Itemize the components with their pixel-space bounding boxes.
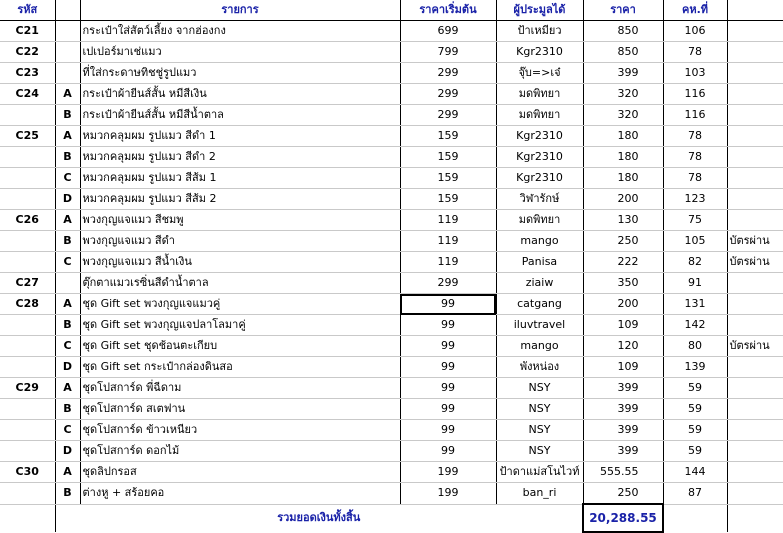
cell-item[interactable]: ชุด Gift set พวงกุญแจแมวคู่ [80,294,400,315]
cell-winner[interactable]: ban_ri [496,483,583,505]
cell-note[interactable] [727,147,783,168]
cell-seq[interactable]: 123 [663,189,727,210]
cell-sub[interactable] [55,21,80,42]
cell-seq[interactable]: 131 [663,294,727,315]
cell-code[interactable] [0,231,55,252]
cell-note[interactable] [727,42,783,63]
cell-item[interactable]: พวงกุญแจแมว สีน้ำเงิน [80,252,400,273]
cell-code[interactable]: C23 [0,63,55,84]
cell-note[interactable] [727,441,783,462]
cell-winner[interactable]: mango [496,231,583,252]
cell-start-price[interactable]: 99 [400,357,496,378]
cell-note[interactable] [727,462,783,483]
cell-code[interactable]: C25 [0,126,55,147]
cell-note[interactable] [727,63,783,84]
cell-price[interactable]: 320 [583,84,663,105]
cell-sub[interactable]: D [55,189,80,210]
cell-note[interactable] [727,294,783,315]
cell-price[interactable]: 200 [583,294,663,315]
cell-price[interactable]: 399 [583,399,663,420]
cell-item[interactable]: ที่ใส่กระดาษทิชชู่รูปแมว [80,63,400,84]
cell-note[interactable]: บัตรผ่าน [727,336,783,357]
table-row [0,105,783,126]
table-row [0,294,783,315]
cell-seq[interactable]: 78 [663,126,727,147]
cell-sub[interactable]: D [55,441,80,462]
table-row [0,273,783,294]
cell-winner[interactable]: ziaiw [496,273,583,294]
cell-seq[interactable]: 105 [663,231,727,252]
cell-start-price[interactable]: 159 [400,126,496,147]
cell-sub[interactable] [55,273,80,294]
cell-code[interactable] [0,441,55,462]
cell-code[interactable] [0,483,55,505]
cell-sub[interactable]: B [55,399,80,420]
table-row [0,336,783,357]
cell-start-price[interactable]: 299 [400,273,496,294]
cell-code[interactable] [0,189,55,210]
cell-sub[interactable]: B [55,231,80,252]
cell-price[interactable]: 222 [583,252,663,273]
cell-seq[interactable]: 59 [663,399,727,420]
cell-price[interactable]: 399 [583,441,663,462]
cell-sub[interactable]: C [55,336,80,357]
cell-item[interactable]: เปเปอร์มาเช่แมว [80,42,400,63]
cell-item[interactable]: กระเป๋าใส่สัตว์เลี้ยง จากฮ่องกง [80,21,400,42]
cell-sub[interactable]: A [55,84,80,105]
table-row [0,21,783,42]
cell-start-price[interactable]: 799 [400,42,496,63]
cell-price[interactable]: 350 [583,273,663,294]
cell-seq[interactable]: 80 [663,336,727,357]
cell-winner[interactable]: catgang [496,294,583,315]
header-seq[interactable]: คห.ที่ [663,0,727,21]
cell-item[interactable]: หมวกคลุมผม รูปแมว สีดำ 1 [80,126,400,147]
cell-price[interactable]: 200 [583,189,663,210]
cell-seq[interactable]: 116 [663,105,727,126]
cell-item[interactable]: พวงกุญแจแมว สีดำ [80,231,400,252]
cell-price[interactable]: 250 [583,483,663,505]
table-row [0,84,783,105]
cell-note[interactable] [727,84,783,105]
cell-start-price[interactable]: 119 [400,252,496,273]
cell-seq[interactable]: 142 [663,315,727,336]
table-row [0,189,783,210]
cell-note[interactable] [727,483,783,505]
total-empty-seq[interactable] [663,504,727,532]
cell-item[interactable]: ชุดโปสการ์ด พี่ฉีดาม [80,378,400,399]
cell-code[interactable]: C29 [0,378,55,399]
cell-start-price[interactable]: 159 [400,147,496,168]
table-row [0,147,783,168]
cell-seq[interactable]: 87 [663,483,727,505]
cell-winner[interactable]: พังหน่อง [496,357,583,378]
cell-winner[interactable]: NSY [496,420,583,441]
table-row [0,252,783,273]
cell-seq[interactable]: 91 [663,273,727,294]
cell-winner[interactable]: วิฬารักษ์ [496,189,583,210]
cell-price[interactable]: 180 [583,126,663,147]
cell-seq[interactable]: 106 [663,21,727,42]
cell-winner[interactable]: Kgr2310 [496,147,583,168]
cell-item[interactable]: กระเป๋าผ้ายีนส์สั้น หมีสีน้ำตาล [80,105,400,126]
total-label[interactable]: รวมยอดเงินทั้งสิ้น [55,504,583,532]
cell-winner[interactable]: mango [496,336,583,357]
cell-winner[interactable]: Kgr2310 [496,42,583,63]
cell-code[interactable] [0,357,55,378]
table-row [0,378,783,399]
cell-start-price[interactable]: 299 [400,84,496,105]
cell-winner[interactable]: มดพิทยา [496,84,583,105]
cell-price[interactable]: 130 [583,210,663,231]
cell-seq[interactable]: 116 [663,84,727,105]
cell-sub[interactable]: B [55,315,80,336]
table-row [0,231,783,252]
cell-sub[interactable] [55,63,80,84]
cell-start-price[interactable]: 99 [400,441,496,462]
table-row [0,420,783,441]
cell-winner[interactable]: NSY [496,378,583,399]
cell-price[interactable]: 399 [583,63,663,84]
cell-seq[interactable]: 82 [663,252,727,273]
cell-note[interactable] [727,189,783,210]
cell-sub[interactable]: B [55,105,80,126]
cell-start-price[interactable]: 99 [400,315,496,336]
cell-winner[interactable]: Panisa [496,252,583,273]
table-row [0,483,783,505]
total-row [0,504,783,532]
cell-code[interactable] [0,336,55,357]
table-row [0,210,783,231]
cell-winner[interactable]: ป้าเหมียว [496,21,583,42]
cell-winner[interactable]: NSY [496,399,583,420]
table-body [0,21,783,505]
cell-note[interactable] [727,399,783,420]
cell-seq[interactable]: 144 [663,462,727,483]
table-row [0,462,783,483]
cell-item[interactable]: หมวกคลุมผม รูปแมว สีส้ม 2 [80,189,400,210]
cell-sub[interactable] [55,42,80,63]
cell-price[interactable]: 109 [583,357,663,378]
cell-start-price[interactable]: 99 [400,336,496,357]
cell-start-price[interactable]: 159 [400,168,496,189]
cell-item[interactable]: ชุดโปสการ์ด สเตฟาน [80,399,400,420]
cell-note[interactable] [727,420,783,441]
total-empty-note[interactable] [727,504,783,532]
table-row [0,399,783,420]
cell-code[interactable]: C27 [0,273,55,294]
cell-price[interactable]: 850 [583,21,663,42]
table-row [0,315,783,336]
cell-sub[interactable]: A [55,378,80,399]
header-winner[interactable]: ผู้ประมูลได้ [496,0,583,21]
cell-code[interactable] [0,105,55,126]
cell-price[interactable]: 109 [583,315,663,336]
cell-seq[interactable]: 78 [663,147,727,168]
cell-note[interactable]: บัตรผ่าน [727,231,783,252]
cell-sub[interactable]: A [55,126,80,147]
cell-item[interactable]: ชุด Gift set พวงกุญแจปลาโลมาคู่ [80,315,400,336]
cell-start-price[interactable]: 99 [400,294,496,315]
header-row [0,0,783,21]
cell-sub[interactable]: B [55,147,80,168]
table-row [0,357,783,378]
cell-item[interactable]: กระเป๋าผ้ายีนส์สั้น หมีสีเงิน [80,84,400,105]
cell-price[interactable]: 180 [583,168,663,189]
cell-code[interactable] [0,399,55,420]
cell-code[interactable] [0,315,55,336]
table-row [0,63,783,84]
cell-code[interactable] [0,420,55,441]
cell-seq[interactable]: 59 [663,441,727,462]
cell-code[interactable]: C22 [0,42,55,63]
cell-note[interactable]: บัตรผ่าน [727,252,783,273]
cell-price[interactable]: 180 [583,147,663,168]
cell-price[interactable]: 399 [583,420,663,441]
table-row [0,42,783,63]
header-price[interactable]: ราคา [583,0,663,21]
cell-start-price[interactable]: 119 [400,231,496,252]
cell-code[interactable]: C26 [0,210,55,231]
cell-note[interactable] [727,273,783,294]
cell-start-price[interactable]: 159 [400,189,496,210]
cell-sub[interactable]: C [55,252,80,273]
cell-note[interactable] [727,168,783,189]
cell-note[interactable] [727,21,783,42]
cell-code[interactable] [0,168,55,189]
cell-code[interactable]: C28 [0,294,55,315]
cell-seq[interactable]: 59 [663,378,727,399]
cell-winner[interactable]: iluvtravel [496,315,583,336]
cell-winner[interactable]: Kgr2310 [496,168,583,189]
cell-winner[interactable]: Kgr2310 [496,126,583,147]
cell-code[interactable]: C30 [0,462,55,483]
cell-note[interactable] [727,126,783,147]
cell-code[interactable]: C21 [0,21,55,42]
total-value[interactable]: 20,288.55 [583,504,663,532]
cell-price[interactable]: 320 [583,105,663,126]
cell-item[interactable]: ชุด Gift set กระเป๋ากล่องดินสอ [80,357,400,378]
cell-price[interactable]: 120 [583,336,663,357]
table-row [0,126,783,147]
cell-item[interactable]: หมวกคลุมผม รูปแมว สีส้ม 1 [80,168,400,189]
cell-start-price[interactable]: 699 [400,21,496,42]
header-sub[interactable] [55,0,80,21]
cell-item[interactable]: ชุดลิปกรอส [80,462,400,483]
cell-price[interactable]: 555.55 [583,462,663,483]
cell-item[interactable]: ต่างหู + สร้อยคอ [80,483,400,505]
header-code[interactable]: รหัส [0,0,55,21]
cell-price[interactable]: 850 [583,42,663,63]
cell-sub[interactable]: A [55,462,80,483]
cell-item[interactable]: ตุ๊กตาแมวเรซิ่นสีดำน้ำตาล [80,273,400,294]
header-note[interactable] [727,0,783,21]
cell-sub[interactable]: A [55,294,80,315]
cell-note[interactable] [727,315,783,336]
cell-start-price[interactable]: 99 [400,420,496,441]
cell-seq[interactable]: 139 [663,357,727,378]
table-row [0,441,783,462]
cell-item[interactable]: ชุดโปสการ์ด ดอกไม้ [80,441,400,462]
cell-winner[interactable]: มดพิทยา [496,105,583,126]
cell-seq[interactable]: 59 [663,420,727,441]
table-row [0,168,783,189]
cell-note[interactable] [727,378,783,399]
cell-item[interactable]: หมวกคลุมผม รูปแมว สีดำ 2 [80,147,400,168]
cell-item[interactable]: ชุดโปสการ์ด ข้าวเหนียว [80,420,400,441]
cell-start-price[interactable]: 119 [400,210,496,231]
cell-item[interactable]: ชุด Gift set ชุดช้อนตะเกียบ [80,336,400,357]
cell-start-price[interactable]: 299 [400,105,496,126]
cell-sub[interactable]: C [55,168,80,189]
cell-winner[interactable]: มดพิทยา [496,210,583,231]
cell-start-price[interactable]: 199 [400,483,496,505]
cell-sub[interactable]: C [55,420,80,441]
cell-start-price[interactable]: 199 [400,462,496,483]
cell-note[interactable] [727,210,783,231]
cell-code[interactable] [0,252,55,273]
cell-winner[interactable]: จุ๊บ=>เจ๋ [496,63,583,84]
header-start-price[interactable]: ราคาเริ่มต้น [400,0,496,21]
cell-price[interactable]: 250 [583,231,663,252]
cell-seq[interactable]: 78 [663,42,727,63]
cell-start-price[interactable]: 99 [400,399,496,420]
cell-code[interactable] [0,147,55,168]
cell-seq[interactable]: 78 [663,168,727,189]
cell-winner[interactable]: ป้าดาแม่สโนไวท์ [496,462,583,483]
cell-price[interactable]: 399 [583,378,663,399]
cell-sub[interactable]: B [55,483,80,505]
cell-note[interactable] [727,105,783,126]
cell-sub[interactable]: D [55,357,80,378]
cell-start-price[interactable]: 299 [400,63,496,84]
cell-note[interactable] [727,357,783,378]
header-item[interactable]: รายการ [80,0,400,21]
cell-code[interactable]: C24 [0,84,55,105]
cell-sub[interactable]: A [55,210,80,231]
cell-seq[interactable]: 75 [663,210,727,231]
cell-item[interactable]: พวงกุญแจแมว สีชมพู [80,210,400,231]
cell-winner[interactable]: NSY [496,441,583,462]
cell-start-price[interactable]: 99 [400,378,496,399]
cell-seq[interactable]: 103 [663,63,727,84]
total-empty-code[interactable] [0,504,55,532]
